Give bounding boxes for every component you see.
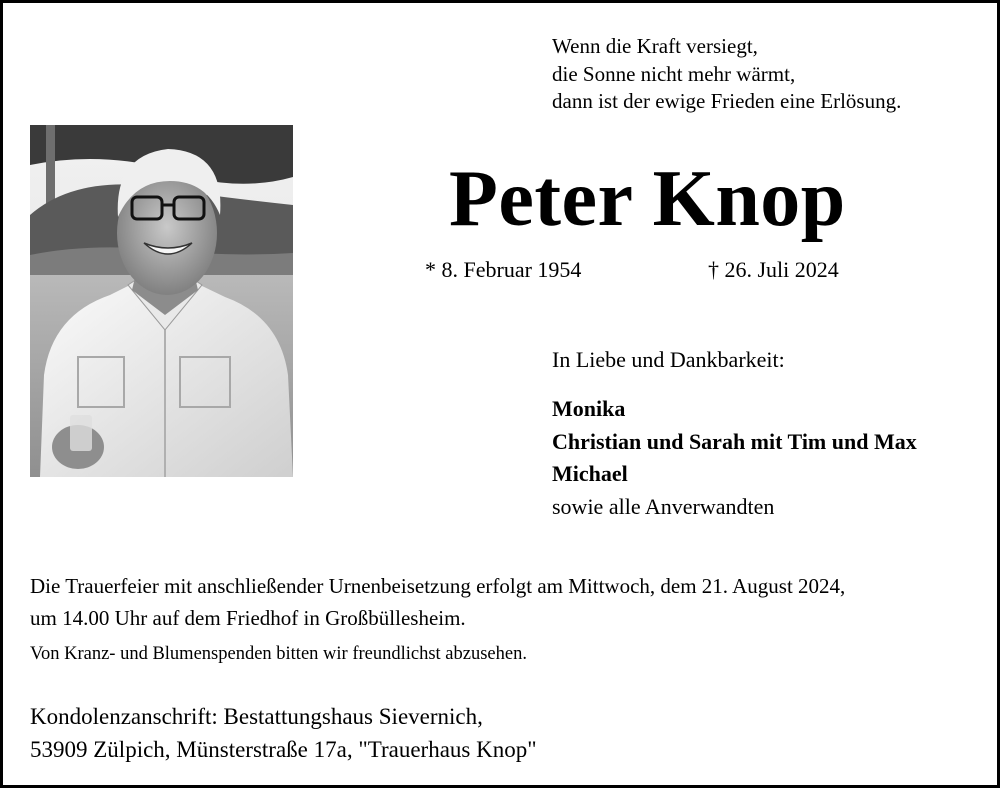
service-line: um 14.00 Uhr auf dem Friedhof in Großbüllesheim. (30, 606, 466, 630)
condolence-line: 53909 Zülpich, Münsterstraße 17a, "Trauerhaus Knop" (30, 737, 537, 762)
flowers-note: Von Kranz- und Blumenspenden bitten wir freundlichst abzusehen. (30, 644, 527, 664)
memorial-poem (552, 33, 982, 116)
portrait-photo-icon (30, 125, 293, 477)
portrait-photo (30, 125, 293, 477)
birth-date: * 8. Februar 1954 (425, 257, 582, 282)
condolence-line: Kondolenzanschrift: Bestattungshaus Sievernich, (30, 704, 483, 729)
poem-line: Wenn die Kraft versiegt, (552, 34, 758, 58)
service-line: Die Trauerfeier mit anschließender Urnenbeisetzung erfolgt am Mittwoch, dem 21. August 2024, (30, 574, 846, 598)
death-date: † 26. Juli 2024 (708, 257, 839, 282)
mourner-name: Michael (552, 461, 628, 486)
mourner-name: Monika (552, 396, 626, 421)
deceased-name: Peter Knop (449, 155, 846, 243)
mourners-list (552, 393, 917, 523)
other-relatives: sowie alle Anverwandten (552, 493, 775, 519)
poem-line: die Sonne nicht mehr wärmt, (552, 61, 796, 86)
dedication-line: In Liebe und Dankbarkeit: (552, 347, 785, 372)
funeral-service-info (30, 570, 845, 634)
condolence-address (30, 700, 537, 766)
poem-line: dann ist der ewige Frieden eine Erlösung. (552, 89, 902, 113)
mourner-name: Christian und Sarah mit Tim und Max (552, 428, 917, 454)
